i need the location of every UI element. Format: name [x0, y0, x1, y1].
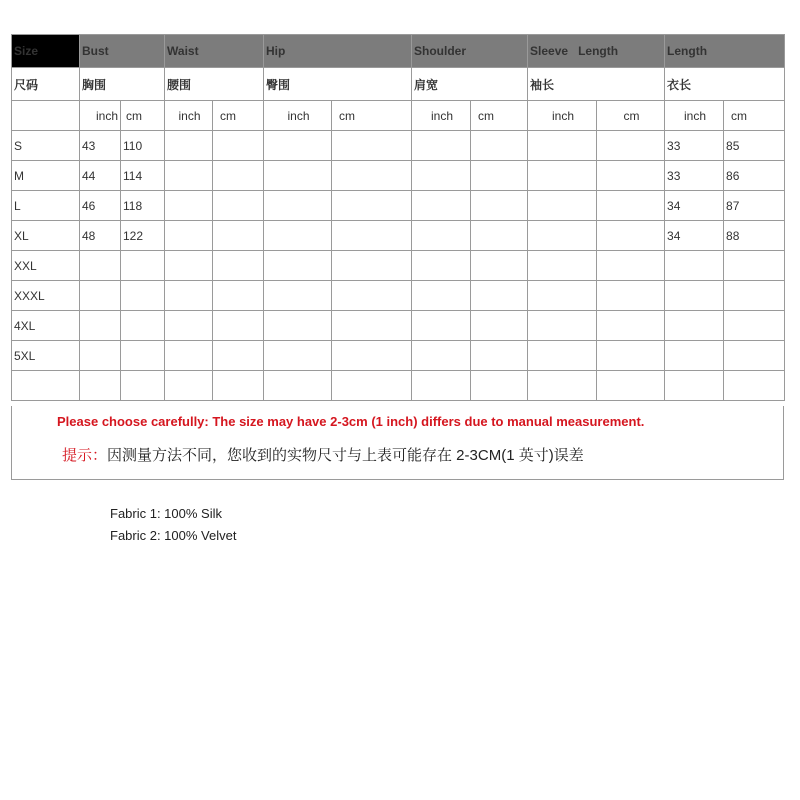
sleeve-inch-cell: [528, 281, 597, 311]
length-inch-cell: [665, 341, 724, 371]
header-cn-bust: 胸围: [80, 68, 165, 101]
fabric-line-2: Fabric 2: 100% Velvet: [110, 528, 237, 543]
row-size: M: [12, 161, 80, 191]
length-cm-cell: 88: [724, 221, 785, 251]
sleeve-inch-cell: [528, 221, 597, 251]
table-row: [12, 191, 785, 221]
shoulder-inch-cell: [412, 221, 471, 251]
header-cn-shoulder: 肩宽: [412, 68, 528, 101]
waist-inch-cell: [165, 221, 213, 251]
hip-inch-cell: [264, 131, 332, 161]
bust-inch-cell: 46: [80, 191, 121, 221]
bust-cm-cell: [121, 281, 165, 311]
unit-hip-inch: inch: [264, 101, 332, 131]
waist-inch-cell: [165, 281, 213, 311]
shoulder-inch-cell: [412, 281, 471, 311]
length-inch-cell: 34: [665, 221, 724, 251]
shoulder-cm-cell: [471, 341, 528, 371]
table-row: [12, 131, 785, 161]
waist-inch-cell: [165, 191, 213, 221]
header-waist: Waist: [165, 35, 264, 68]
unit-length-inch: inch: [665, 101, 724, 131]
shoulder-inch-cell: [412, 131, 471, 161]
waist-inch-cell: [165, 161, 213, 191]
length-inch-cell: [665, 251, 724, 281]
length-cm-cell: [724, 371, 785, 401]
shoulder-inch-cell: [412, 251, 471, 281]
header-cn-waist: 腰围: [165, 68, 264, 101]
hip-inch-cell: [264, 371, 332, 401]
fabric-line-1: Fabric 1: 100% Silk: [110, 506, 222, 521]
hip-cm-cell: [332, 161, 412, 191]
length-inch-cell: [665, 371, 724, 401]
shoulder-inch-cell: [412, 371, 471, 401]
sleeve-cm-cell: [597, 311, 665, 341]
hip-inch-cell: [264, 221, 332, 251]
table-row: [12, 311, 785, 341]
warning-text-chinese: 因测量方法不同，您收到的实物尺寸与上表可能存在 2-3CM(1 英寸)误差: [107, 447, 584, 464]
header-cn-hip: 臀围: [264, 68, 412, 101]
sleeve-inch-cell: [528, 251, 597, 281]
sleeve-cm-cell: [597, 251, 665, 281]
bust-cm-cell: [121, 371, 165, 401]
header-cn-length: 衣长: [665, 68, 785, 101]
waist-cm-cell: [213, 221, 264, 251]
shoulder-cm-cell: [471, 131, 528, 161]
bust-inch-cell: 43: [80, 131, 121, 161]
bust-inch-cell: [80, 311, 121, 341]
shoulder-cm-cell: [471, 311, 528, 341]
unit-waist-cm: cm: [213, 101, 264, 131]
row-size: 5XL: [12, 341, 80, 371]
bust-cm-cell: [121, 311, 165, 341]
sleeve-cm-cell: [597, 341, 665, 371]
length-inch-cell: [665, 281, 724, 311]
measurement-note-box: [11, 406, 784, 480]
size-chart-table: [11, 34, 785, 401]
length-inch-cell: 33: [665, 131, 724, 161]
table-row: [12, 221, 785, 251]
sleeve-cm-cell: [597, 161, 665, 191]
bust-cm-cell: [121, 251, 165, 281]
row-size: S: [12, 131, 80, 161]
header-shoulder: Shoulder: [412, 35, 528, 68]
shoulder-cm-cell: [471, 191, 528, 221]
hip-inch-cell: [264, 281, 332, 311]
shoulder-cm-cell: [471, 371, 528, 401]
waist-inch-cell: [165, 131, 213, 161]
hip-inch-cell: [264, 191, 332, 221]
length-cm-cell: 87: [724, 191, 785, 221]
sleeve-cm-cell: [597, 281, 665, 311]
shoulder-cm-cell: [471, 281, 528, 311]
sleeve-cm-cell: [597, 191, 665, 221]
hip-cm-cell: [332, 341, 412, 371]
hip-inch-cell: [264, 251, 332, 281]
sleeve-inch-cell: [528, 161, 597, 191]
header-cn-size: 尺码: [12, 68, 80, 101]
unit-bust-inch: inch: [80, 101, 121, 131]
row-size: XL: [12, 221, 80, 251]
length-cm-cell: [724, 281, 785, 311]
waist-cm-cell: [213, 161, 264, 191]
bust-inch-cell: [80, 281, 121, 311]
table-row: [12, 371, 785, 401]
sleeve-cm-cell: [597, 371, 665, 401]
unit-blank: [12, 101, 80, 131]
header-cn-sleeve: 袖长: [528, 68, 665, 101]
unit-sleeve-inch: inch: [528, 101, 597, 131]
waist-cm-cell: [213, 131, 264, 161]
header-size: Size: [12, 35, 80, 68]
length-inch-cell: [665, 311, 724, 341]
length-cm-cell: [724, 311, 785, 341]
units-row: [12, 101, 785, 131]
waist-cm-cell: [213, 371, 264, 401]
bust-inch-cell: [80, 251, 121, 281]
shoulder-inch-cell: [412, 161, 471, 191]
row-size: L: [12, 191, 80, 221]
unit-bust-cm: cm: [121, 101, 165, 131]
waist-cm-cell: [213, 281, 264, 311]
shoulder-cm-cell: [471, 221, 528, 251]
unit-sleeve-cm: cm: [597, 101, 665, 131]
waist-inch-cell: [165, 341, 213, 371]
length-cm-cell: 85: [724, 131, 785, 161]
length-inch-cell: 34: [665, 191, 724, 221]
shoulder-inch-cell: [412, 311, 471, 341]
hip-cm-cell: [332, 191, 412, 221]
waist-inch-cell: [165, 371, 213, 401]
hip-cm-cell: [332, 281, 412, 311]
hip-inch-cell: [264, 161, 332, 191]
header-length: Length: [665, 35, 785, 68]
length-cm-cell: [724, 251, 785, 281]
hip-cm-cell: [332, 371, 412, 401]
bust-cm-cell: 122: [121, 221, 165, 251]
bust-inch-cell: [80, 371, 121, 401]
hip-cm-cell: [332, 311, 412, 341]
hip-inch-cell: [264, 311, 332, 341]
unit-shoulder-cm: cm: [471, 101, 528, 131]
table-row: [12, 281, 785, 311]
table-row: [12, 161, 785, 191]
shoulder-cm-cell: [471, 251, 528, 281]
table-row: [12, 341, 785, 371]
row-size: XXXL: [12, 281, 80, 311]
length-inch-cell: 33: [665, 161, 724, 191]
length-cm-cell: [724, 341, 785, 371]
bust-cm-cell: 114: [121, 161, 165, 191]
unit-shoulder-inch: inch: [412, 101, 471, 131]
bust-cm-cell: 110: [121, 131, 165, 161]
row-size: 4XL: [12, 311, 80, 341]
sleeve-inch-cell: [528, 371, 597, 401]
shoulder-cm-cell: [471, 161, 528, 191]
sleeve-cm-cell: [597, 221, 665, 251]
header-row-english: [12, 35, 785, 68]
row-size: [12, 371, 80, 401]
sleeve-cm-cell: [597, 131, 665, 161]
unit-waist-inch: inch: [165, 101, 213, 131]
bust-cm-cell: [121, 341, 165, 371]
sleeve-inch-cell: [528, 131, 597, 161]
shoulder-inch-cell: [412, 341, 471, 371]
warning-label-chinese: 提示：: [62, 447, 108, 464]
bust-inch-cell: [80, 341, 121, 371]
table-row: [12, 251, 785, 281]
shoulder-inch-cell: [412, 191, 471, 221]
length-cm-cell: 86: [724, 161, 785, 191]
hip-inch-cell: [264, 341, 332, 371]
unit-hip-cm: cm: [332, 101, 412, 131]
waist-cm-cell: [213, 191, 264, 221]
header-bust: Bust: [80, 35, 165, 68]
bust-cm-cell: 118: [121, 191, 165, 221]
sleeve-inch-cell: [528, 311, 597, 341]
hip-cm-cell: [332, 131, 412, 161]
header-hip: Hip: [264, 35, 412, 68]
waist-cm-cell: [213, 341, 264, 371]
sleeve-inch-cell: [528, 341, 597, 371]
sleeve-inch-cell: [528, 191, 597, 221]
bust-inch-cell: 48: [80, 221, 121, 251]
waist-cm-cell: [213, 251, 264, 281]
waist-inch-cell: [165, 251, 213, 281]
unit-length-cm: cm: [724, 101, 785, 131]
measurement-warning-english: Please choose carefully: The size may have 2-3cm (1 inch) differs due to manual measurement.: [57, 414, 645, 429]
header-row-chinese: [12, 68, 785, 101]
row-size: XXL: [12, 251, 80, 281]
hip-cm-cell: [332, 221, 412, 251]
header-sleeve-length: Sleeve Length: [528, 35, 665, 68]
waist-cm-cell: [213, 311, 264, 341]
hip-cm-cell: [332, 251, 412, 281]
bust-inch-cell: 44: [80, 161, 121, 191]
measurement-warning-chinese: [62, 444, 584, 465]
waist-inch-cell: [165, 311, 213, 341]
